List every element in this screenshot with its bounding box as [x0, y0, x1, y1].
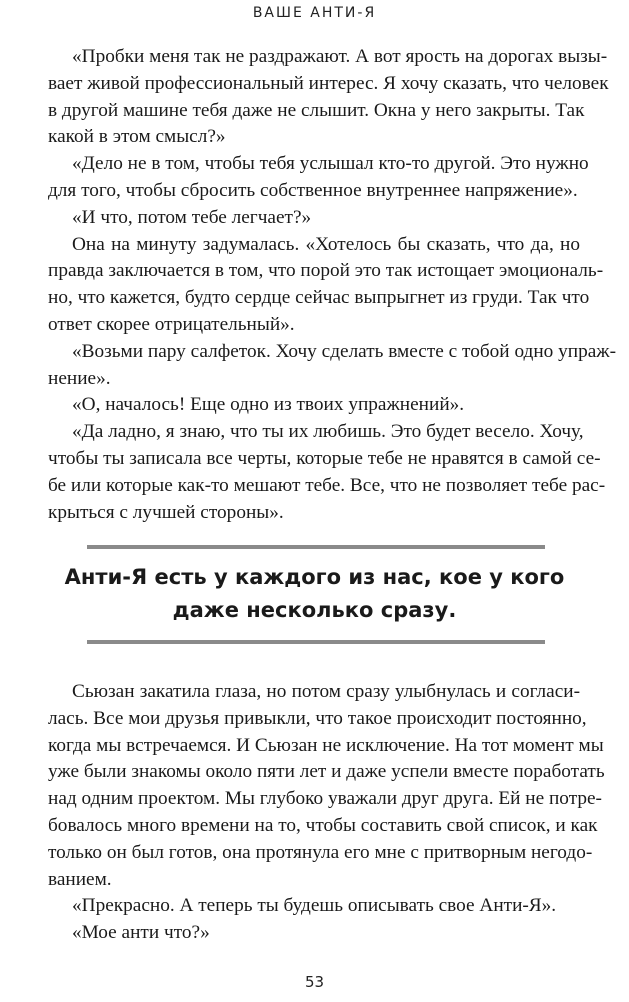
pull-quote-line: даже несколько сразу.: [172, 598, 457, 622]
pull-quote-rule-bottom: [87, 640, 545, 644]
pull-quote-rule-top: [87, 545, 545, 549]
text-line: нение».: [48, 367, 111, 389]
pull-quote: [0, 561, 629, 627]
text-line: «Дело не в том, чтобы тебя услышал кто-то другой. Это нужно: [72, 153, 589, 175]
text-line: бовалось много времени на то, чтобы составить свой список, и как: [48, 814, 598, 836]
text-line: какой в этом смысл?»: [48, 126, 226, 148]
text-line: только он был готов, она протянула его мне с притворным негодо-: [48, 841, 593, 863]
text-line: над одним проектом. Мы глубоко уважали друг друга. Ей не потре-: [48, 788, 602, 810]
pull-quote-line: Анти-Я есть у каждого из нас, кое у кого: [64, 565, 565, 589]
text-line: «О, началось! Еще одно из твоих упражнений».: [72, 394, 465, 416]
text-line: ванием.: [48, 868, 112, 890]
text-line: Сьюзан закатила глаза, но потом сразу улыбнулась и согласи-: [72, 681, 580, 702]
text-line: в другой машине тебя даже не слышит. Окна у него закрыты. Так: [48, 99, 585, 121]
text-line: ответ скорее отрицательный».: [48, 313, 295, 335]
text-line: но, что кажется, будто сердце сейчас выпрыгнет из груди. Так что: [48, 287, 590, 309]
text-line: для того, чтобы сбросить собственное внутреннее напряжение».: [48, 179, 578, 201]
text-line: «Прекрасно. А теперь ты будешь описывать свое Анти-Я».: [72, 895, 557, 917]
text-line: уже были знакомы около пяти лет и даже успели вместе поработать: [48, 761, 605, 783]
body-text-bottom: [48, 679, 605, 947]
text-line: «Мое анти что?»: [72, 922, 210, 944]
text-line: крыться с лучшей стороны».: [48, 501, 284, 523]
text-line: вает живой профессиональный интерес. Я хочу сказать, что человек: [48, 72, 609, 94]
running-head: ВАШЕ АНТИ-Я: [252, 5, 377, 21]
text-line: «Да ладно, я знаю, что ты их любишь. Это будет весело. Хочу,: [72, 421, 584, 443]
text-line: когда мы встречаемся. И Сьюзан не исключение. На тот момент мы: [48, 734, 604, 756]
body-text-top: [48, 44, 617, 526]
text-line: лась. Все мои друзья привыкли, что такое происходит постоянно,: [48, 707, 587, 729]
text-line: «И что, потом тебе легчает?»: [72, 206, 312, 228]
text-line: «Пробки меня так не раздражают. А вот ярость на дорогах вызы-: [72, 46, 608, 67]
text-line: бе или которые как-то мешают тебе. Все, что не позволяет тебе рас-: [48, 474, 606, 496]
text-line: правда заключается в том, что порой это так истощает эмоциональ-: [48, 260, 604, 282]
text-line: чтобы ты записала все черты, которые тебе не нравятся в самой се-: [48, 447, 601, 469]
page-number: 53: [304, 973, 325, 991]
text-line: Она на минуту задумалась. «Хотелось бы сказать, что да, но: [72, 233, 580, 255]
text-line: «Возьми пару салфеток. Хочу сделать вместе с тобой одно упраж-: [72, 340, 617, 362]
